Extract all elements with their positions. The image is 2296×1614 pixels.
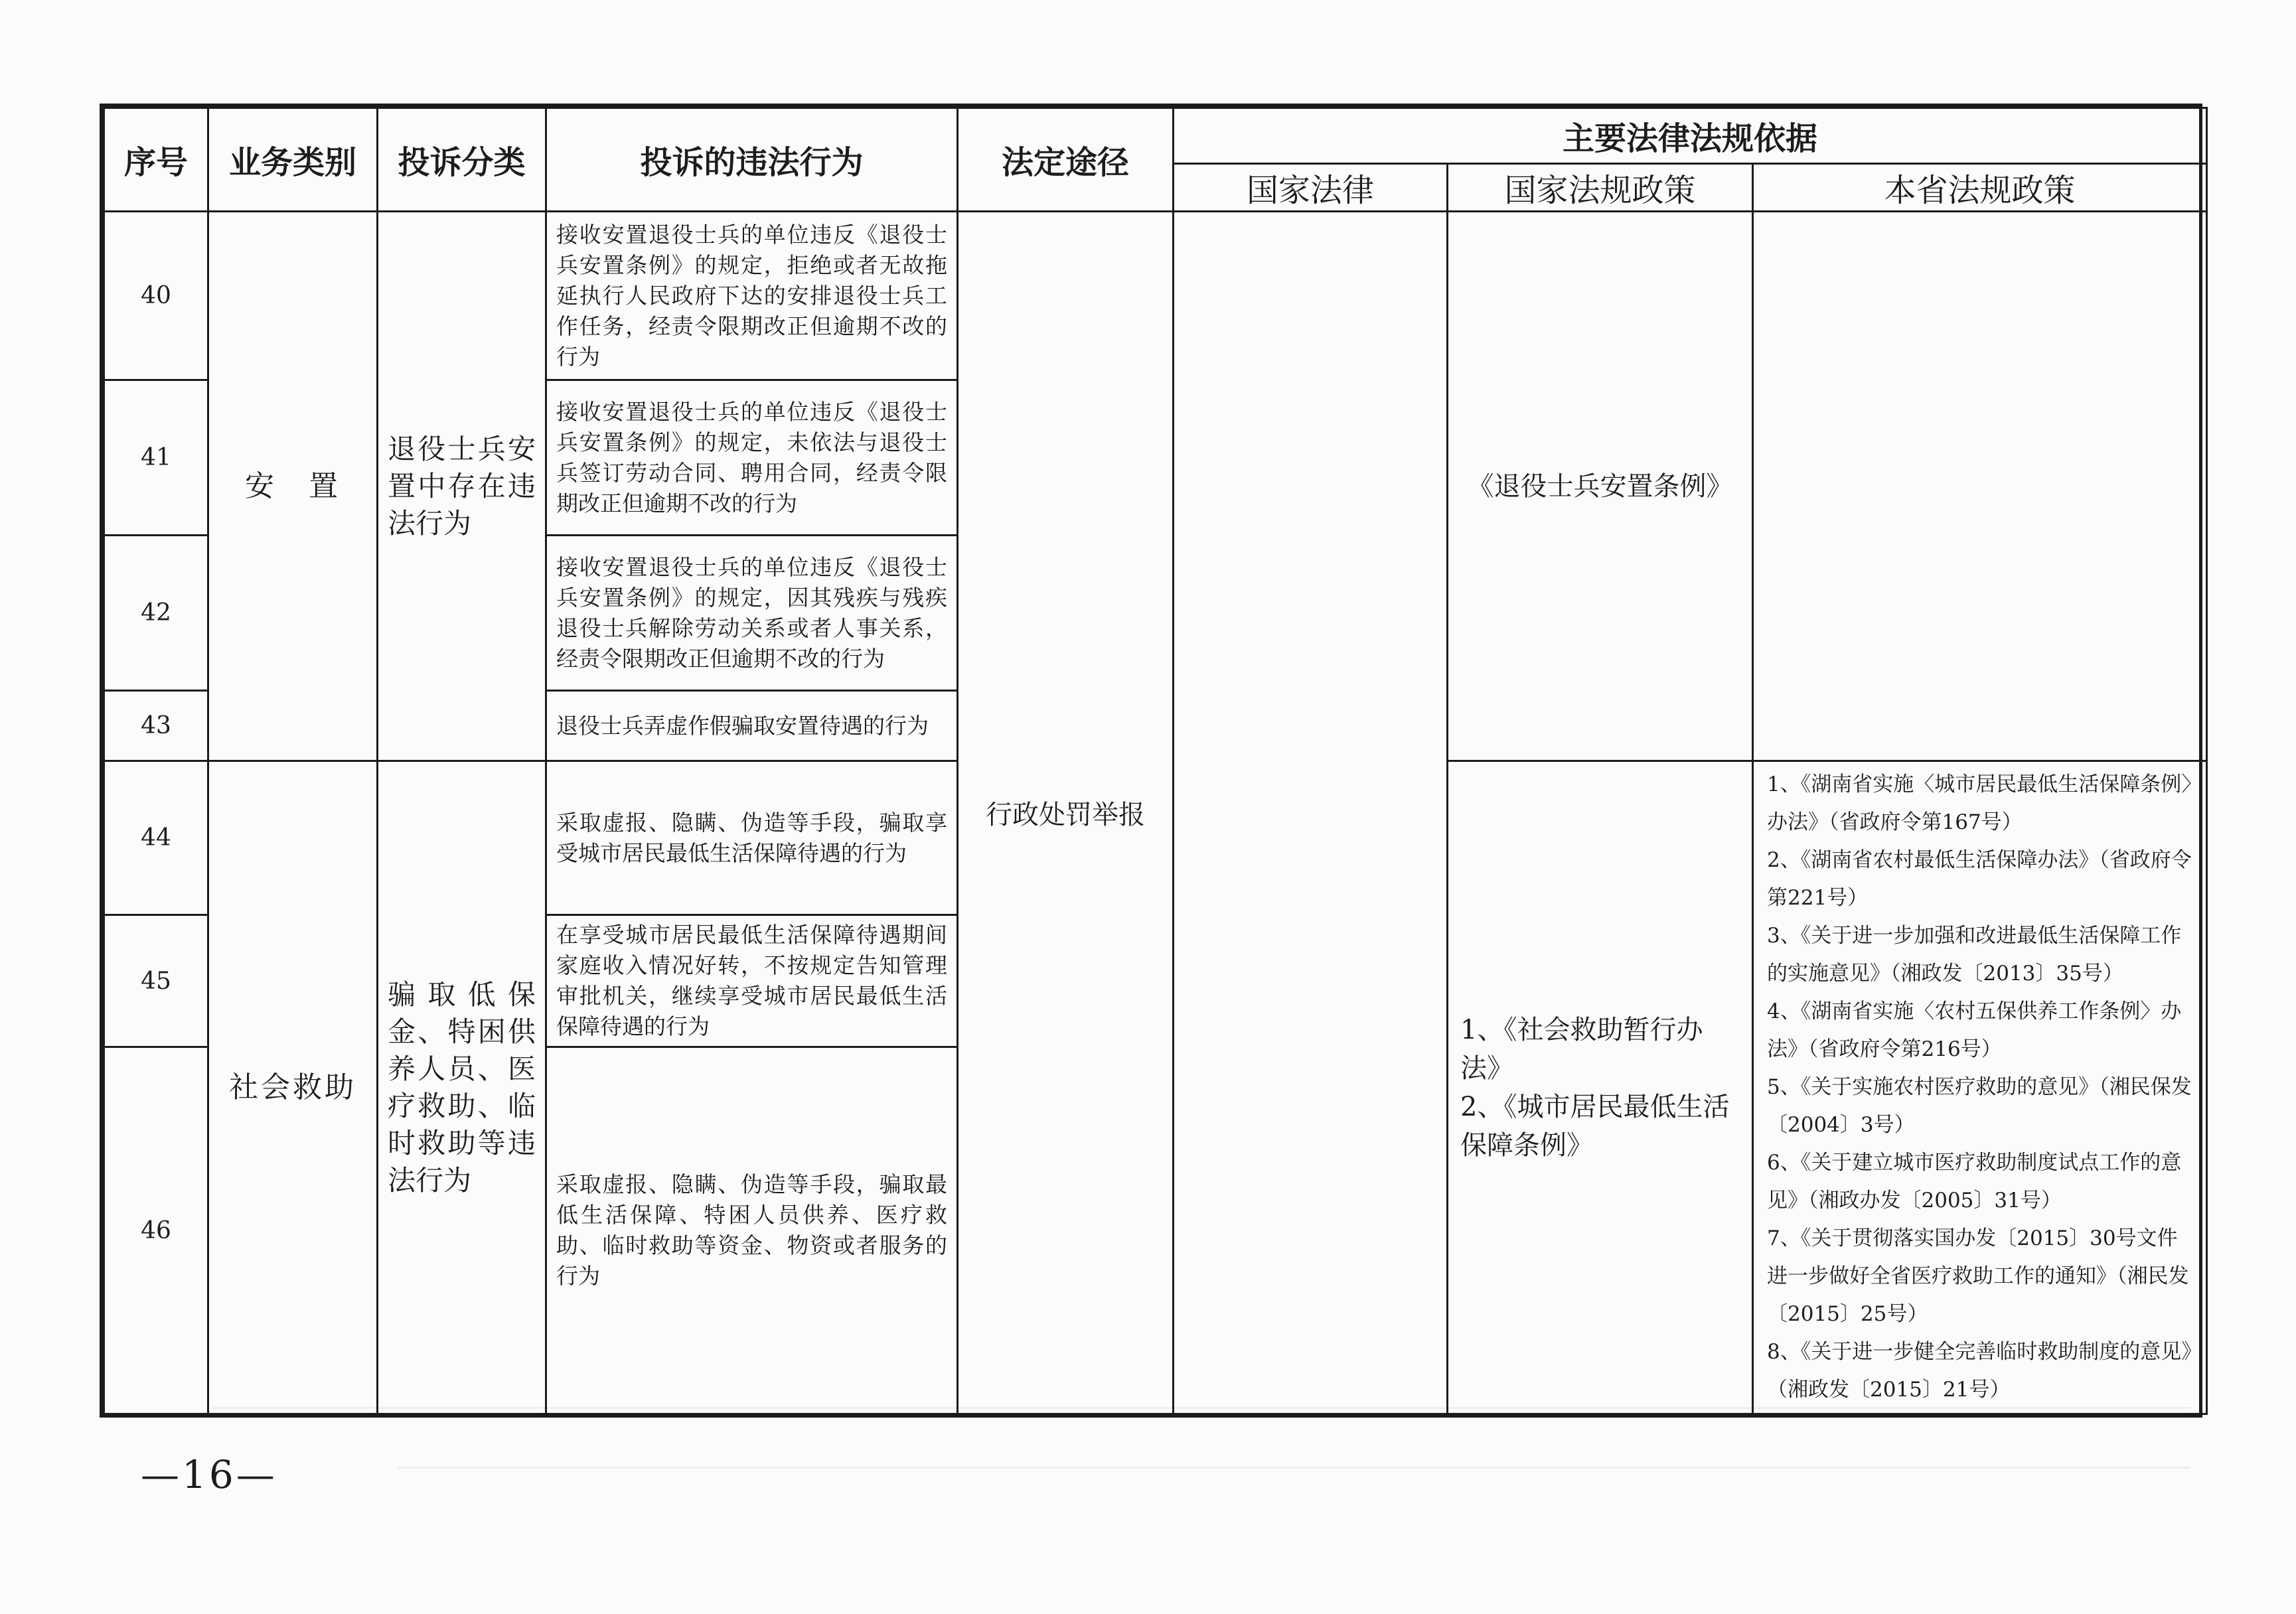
- provincial-item: 7、《关于贯彻落实国办发〔2015〕30号文件 进一步做好全省医疗救助工作的通知》（湘民发〔2015〕25号）: [1767, 1226, 2189, 1326]
- header-provincial: 本省法规政策: [1753, 164, 2207, 212]
- header-violation: 投诉的违法行为: [546, 108, 958, 212]
- provincial-item: 3、《关于进一步加强和改进最低生活保障工作的实施意见》（湘政发〔2013〕35号）: [1767, 924, 2182, 986]
- header-business: 业务类别: [208, 108, 378, 212]
- header-basis: 主要法律法规依据: [1174, 108, 2207, 164]
- row-number: 46: [104, 1047, 208, 1414]
- national-reg-cell: [1448, 761, 1753, 1414]
- provincial-item: 4、《湖南省实施〈农村五保供养工作条例〉办法》（省政府令第216号）: [1767, 999, 2182, 1061]
- violation-text: 接收安置退役士兵的单位违反《退役士兵安置条例》的规定，拒绝或者无故拖延执行人民政府下达的安排退役士兵工作任务，经责令限期改正但逾期不改的行为: [546, 212, 958, 380]
- violation-text: 接收安置退役士兵的单位违反《退役士兵安置条例》的规定，未依法与退役士兵签订劳动合同、聘用合同，经责令限期改正但逾期不改的行为: [546, 380, 958, 536]
- violation-text: 退役士兵弄虚作假骗取安置待遇的行为: [546, 691, 958, 761]
- row-number: 41: [104, 380, 208, 536]
- legal-route: 行政处罚举报: [958, 212, 1174, 1414]
- business-category: 社会救助: [208, 761, 378, 1414]
- violation-text: 接收安置退役士兵的单位违反《退役士兵安置条例》的规定，因其残疾与残疾退役士兵解除劳动关系或者人事关系，经责令限期改正但逾期不改的行为: [546, 536, 958, 691]
- provincial-item: 5、《关于实施农村医疗救助的意见》（湘民保发〔2004〕3号）: [1767, 1075, 2192, 1137]
- row-number: 44: [104, 761, 208, 915]
- row-number: 40: [104, 212, 208, 380]
- row-number: 42: [104, 536, 208, 691]
- complaint-class: 骗取低保金、特困供养人员、医疗救助、临时救助等违法行为: [378, 761, 546, 1414]
- provincial-item: 1、《湖南省实施〈城市居民最低生活保障条例〉办法》（省政府令第167号）: [1767, 772, 2192, 834]
- provincial-item: 2、《湖南省农村最低生活保障办法》（省政府令第221号）: [1767, 848, 2192, 910]
- complaint-class: 退役士兵安置中存在违法行为: [378, 212, 546, 761]
- violation-text: 采取虚报、隐瞒、伪造等手段，骗取最低生活保障、特困人员供养、医疗救助、临时救助等资金、物资或者服务的行为: [546, 1047, 958, 1414]
- provincial-cell: [1753, 212, 2207, 761]
- table: [103, 107, 2208, 1415]
- row-number: 43: [104, 691, 208, 761]
- page-number: —16—: [141, 1452, 277, 1497]
- provincial-item: 8、《关于进一步健全完善临时救助制度的意见》（湘政发〔2015〕21号）: [1767, 1340, 2192, 1402]
- business-category: 安 置: [208, 212, 378, 761]
- header-complaint-class: 投诉分类: [378, 108, 546, 212]
- header-national-law: 国家法律: [1174, 164, 1448, 212]
- header-national-reg: 国家法规政策: [1448, 164, 1753, 212]
- violation-text: 在享受城市居民最低生活保障待遇期间家庭收入情况好转，不按规定告知管理审批机关，继续享受城市居民最低生活保障待遇的行为: [546, 915, 958, 1047]
- national-reg-item: 1、《社会救助暂行办法》: [1460, 1014, 1703, 1084]
- provincial-cell: [1753, 761, 2207, 1414]
- national-reg-cell: 《退役士兵安置条例》: [1448, 212, 1753, 761]
- national-law-cell: [1174, 212, 1448, 1414]
- header-route: 法定途径: [958, 108, 1174, 212]
- complaint-table: [100, 104, 2202, 1418]
- national-reg-item: 2、《城市居民最低生活保障条例》: [1460, 1091, 1730, 1161]
- row-number: 45: [104, 915, 208, 1047]
- violation-text: 采取虚报、隐瞒、伪造等手段，骗取享受城市居民最低生活保障待遇的行为: [546, 761, 958, 915]
- table-row: [104, 212, 2207, 380]
- provincial-item: 6、《关于建立城市医疗救助制度试点工作的意见》（湘政办发〔2005〕31号）: [1767, 1151, 2182, 1212]
- header-seq: 序号: [104, 108, 208, 212]
